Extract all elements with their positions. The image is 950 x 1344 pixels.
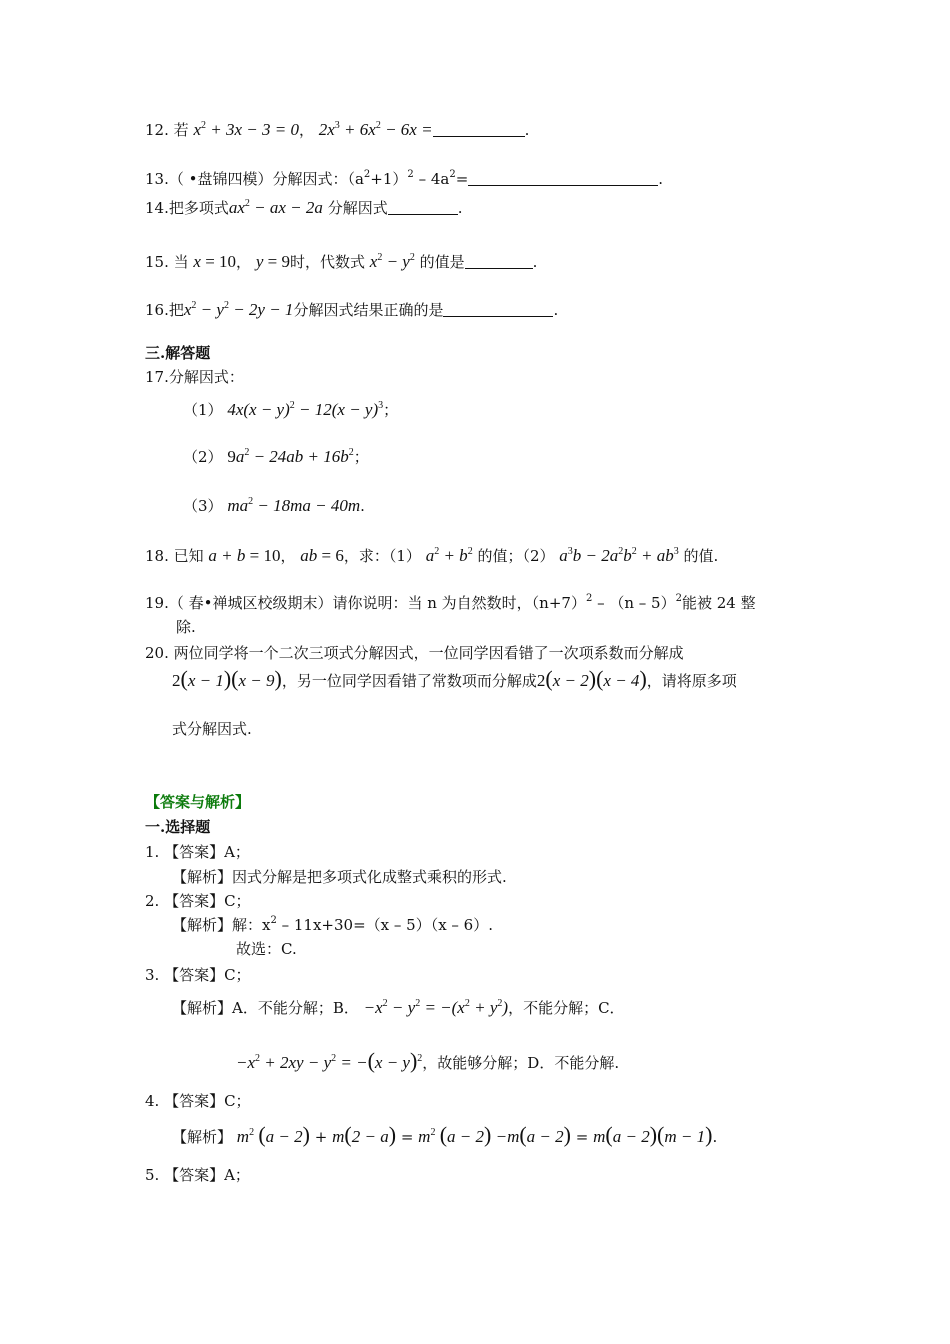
expression: $x^2 - y^2$ [369, 252, 415, 271]
section-heading: 一.选择题 [145, 818, 211, 836]
expression: $2x^3 + 6x^2 - 6x$ = [318, 120, 433, 139]
section-heading: 三.解答题 [145, 344, 211, 362]
question-14: 14.把多项式$ax^2$ − ax − 2a 分解因式 . [145, 198, 463, 217]
question-17-part-2: （2） $9a^2 - 24ab + 16b^2$； [183, 447, 369, 466]
question-17-part-1: （1） $4x(x - y)^2 - 12(x - y)^3$； [183, 400, 399, 419]
question-18: 18. 已知 a + b = 10， ab = 6，求：（1） $a^2 + b^2$ 的值；（2） $a^3b - 2a^2b^2 + ab^3$ 的值. [145, 546, 719, 565]
answer-4: 4. 【答案】C； [145, 1092, 251, 1110]
answer-blank [433, 122, 525, 137]
expression: $x^2 - y^2 - 2y - 1$ [183, 300, 294, 319]
explanation-3: 【解析】A．不能分解；B． $-x^2 - y^2 = -(x^2 + y^2)$，不能分解；C． [172, 998, 625, 1017]
question-17-title: 17.分解因式： [145, 368, 244, 386]
question-20: 20. 两位同学将一个二次三项式分解因式，一位同学因看错了一次项系数而分解成 [145, 644, 684, 662]
answer-blank [465, 254, 533, 269]
explanation-2-line-2: 故选：C. [236, 940, 297, 958]
answer-blank [443, 302, 553, 317]
answers-heading: 【答案与解析】 [145, 793, 251, 811]
explanation-4: 【解析】 $m^2$ $(a - 2) + m(2 - a) = m^2$ (a − 2) −m(a − 2) = m(a − 2)(m − 1). [172, 1122, 718, 1147]
question-17-part-3: （3） $ma^2 - 18ma - 40m$. [183, 496, 365, 515]
answer-blank [468, 171, 658, 186]
polynomial: $ax^2$ − ax − 2a [228, 198, 323, 217]
answer-2: 2. 【答案】C； [145, 892, 251, 910]
answer-5: 5. 【答案】A； [145, 1166, 250, 1184]
explanation-1: 【解析】因式分解是把多项式化成整式乘积的形式. [172, 868, 507, 886]
question-15: 15. 当 x = 10， y = 9时，代数式 $x^2 - y^2$ 的值是 . [145, 252, 538, 271]
equation: $x^2 + 3x - 3 = 0$ [193, 120, 299, 139]
question-20-line-3: 式分解因式. [172, 720, 252, 738]
explanation-3-line-2: $-x^2 + 2xy - y^2 = -(x - y)^2$，故能够分解；D．不能分解. [236, 1048, 620, 1073]
question-13: 13.（ •盘锦四模）分解因式：$(a^2+1)^2 - 4a^2=$ . [145, 169, 664, 188]
answer-3: 3. 【答案】C； [145, 966, 251, 984]
answer-blank [388, 200, 458, 215]
question-20-line-2: 2(x − 1)(x − 9)，另一位同学因看错了常数项而分解成2(x − 2)(x − 4)，请将原多项 [172, 666, 737, 691]
answer-1: 1. 【答案】A； [145, 843, 250, 861]
question-16: 16.把$x^2 - y^2 - 2y - 1$分解因式结果正确的是 . [145, 300, 559, 319]
question-12: 12. 若 $x^2 + 3x - 3 = 0$， $2x^3 + 6x^2 - 6x$ = . [145, 120, 530, 139]
question-19-line-2: 除. [176, 618, 196, 636]
question-19: 19.（ 春•禅城区校级期末）请你说明：当 n 为自然数时，$(n+7)^2 - (n - 5)^2$能被 24 整 [145, 593, 756, 612]
explanation-2: 【解析】解：$x^2 - 11x+30=(x - 5)(x - 6)$. [172, 915, 493, 934]
